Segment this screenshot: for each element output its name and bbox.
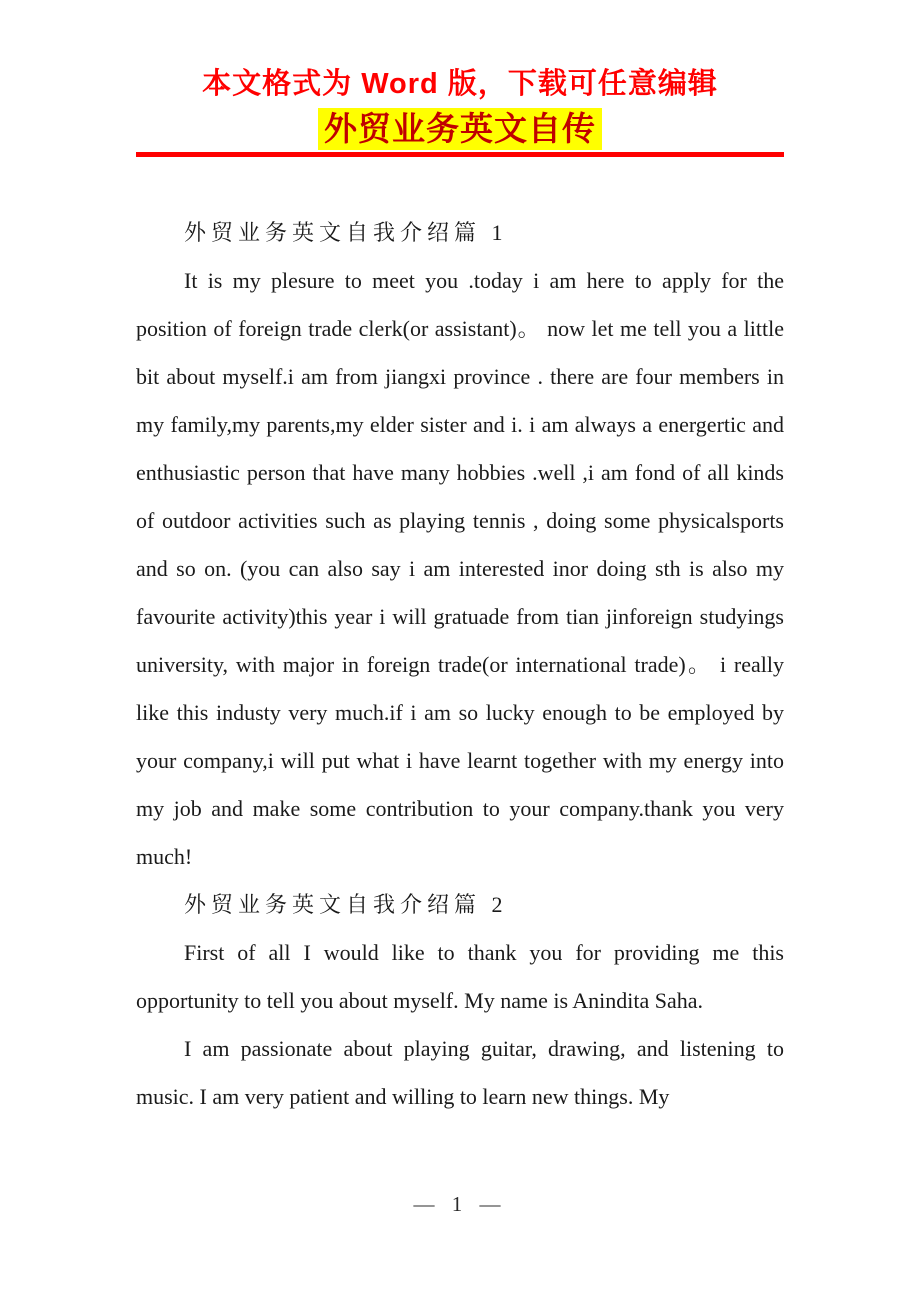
section-1-paragraph: It is my plesure to meet you .today i am here to apply for the position of foreign trade clerk(or assistant)。 now let me tell you a little bit about myself.i am from jiangxi province . there are four members in my family,my parents,my elder sister and i. i am always a energertic and enthusiastic person that have many hobbies .well ,i am fond of all kinds of outdoor activities such as playing tennis , doing some physicalsports and so on. (you can also say i am interested inor doing sth is also my favourite activity)this year i will gratuade from tian jinforeign studyings university, with major in foreign trade(or international trade)。 i really like this industy very much.if i am so lucky enough to be employed by your company,i will put what i have learnt together with my energy into my job and make some contribution to your company.thank you very much!	[136, 268, 784, 870]
section-2-paragraph-1: First of all I would like to thank you for providing me this opportunity to tell you about myself. My name is Anindita Saha.	[136, 940, 784, 1014]
format-notice: 本文格式为 Word 版，下载可任意编辑	[202, 68, 718, 100]
document-body	[136, 209, 784, 1121]
section-2-paragraph-2: I am passionate about playing guitar, drawing, and listening to music. I am very patient and willing to learn new things. My	[136, 1036, 784, 1110]
section-2-heading: 外贸业务英文自我介绍篇 2	[184, 892, 508, 918]
title-row	[0, 108, 920, 150]
section-1-heading: 外贸业务英文自我介绍篇 1	[184, 220, 508, 246]
page-number: — 1 —	[413, 1192, 507, 1216]
red-divider-line	[136, 152, 784, 157]
document-title: 外贸业务英文自传	[318, 108, 602, 150]
